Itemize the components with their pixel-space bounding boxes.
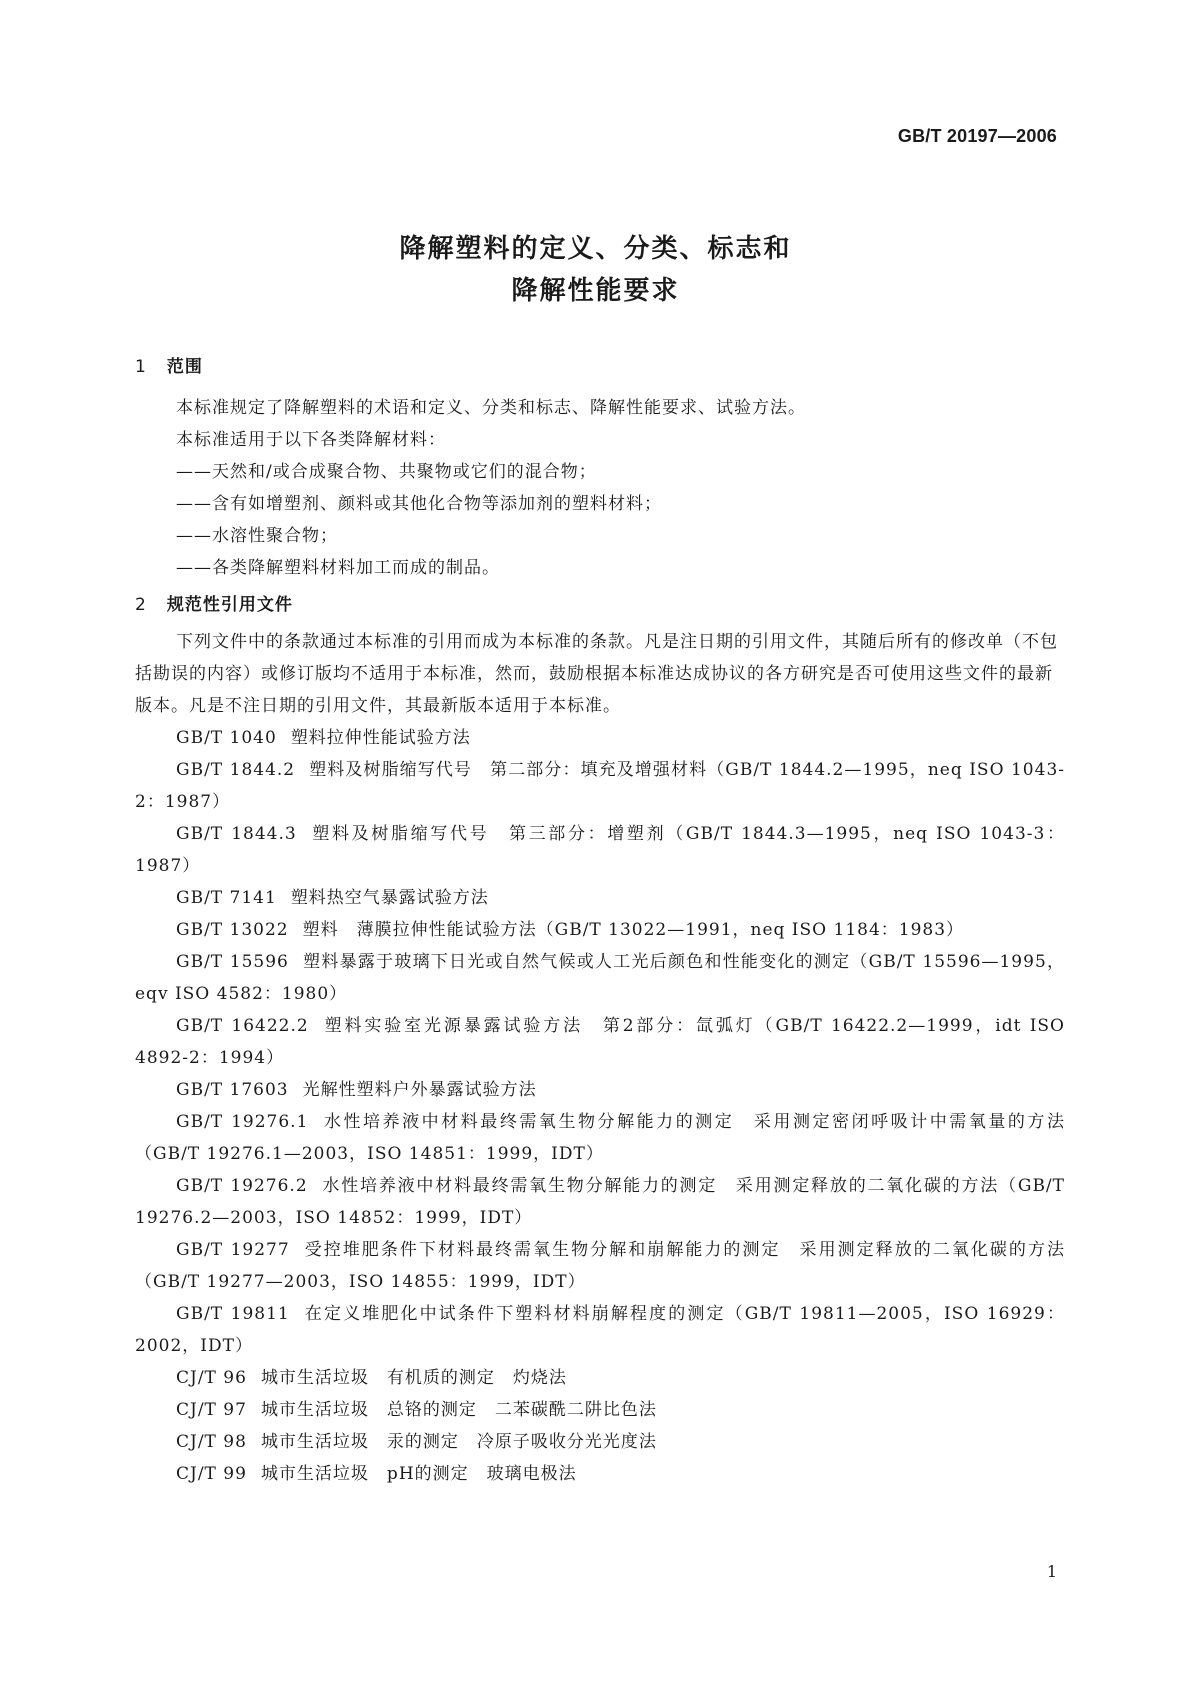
reference-code: CJ/T 98: [176, 1432, 247, 1452]
section-1-heading: [135, 352, 203, 377]
reference-code: GB/T 1844.2: [176, 760, 296, 780]
reference-item: [135, 1458, 1065, 1490]
reference-item: [135, 882, 1065, 914]
reference-item: [135, 818, 1065, 882]
reference-code: GB/T 19276.2: [176, 1176, 308, 1196]
reference-title: 塑料 薄膜拉伸性能试验方法（GB/T 13022—1991，neq ISO 1184：1983）: [302, 920, 965, 940]
reference-title: 在定义堆肥化中试条件下塑料材料崩解程度的测定（GB/T 19811—2005，ISO 16929：2002，IDT）: [135, 1304, 1065, 1356]
title-line-1: 降解塑料的定义、分类、标志和: [399, 234, 792, 264]
section-2-title: 规范性引用文件: [166, 595, 293, 615]
reference-code: GB/T 17603: [176, 1080, 289, 1100]
reference-title: 城市生活垃圾 有机质的测定 灼烧法: [260, 1368, 567, 1388]
reference-title: 塑料及树脂缩写代号 第三部分：增塑剂（GB/T 1844.3—1995，neq ISO 1043-3：1987）: [135, 824, 1065, 876]
reference-item: [135, 1234, 1065, 1298]
section-1-number: 1: [135, 357, 147, 377]
reference-code: GB/T 19277: [176, 1240, 290, 1260]
reference-title: 塑料实验室光源暴露试验方法 第2部分：氙弧灯（GB/T 16422.2—1999，idt ISO 4892-2：1994）: [135, 1016, 1065, 1068]
section-2-heading: [135, 590, 293, 615]
reference-item: [135, 1074, 1065, 1106]
standard-code: GB/T 20197—2006: [897, 126, 1057, 146]
reference-title: 城市生活垃圾 pH的测定 玻璃电极法: [260, 1464, 577, 1484]
reference-title: 水性培养液中材料最终需氧生物分解能力的测定 采用测定释放的二氧化碳的方法（GB/T 19276.2—2003，ISO 14852：1999，IDT）: [135, 1176, 1065, 1228]
reference-item: [135, 914, 1065, 946]
reference-title: 水性培养液中材料最终需氧生物分解能力的测定 采用测定密闭呼吸计中需氧量的方法（GB/T 19276.1—2003，ISO 14851：1999，IDT）: [135, 1112, 1066, 1164]
reference-code: CJ/T 96: [176, 1368, 247, 1388]
section-1-para-1: 本标准规定了降解塑料的术语和定义、分类和标志、降解性能要求、试验方法。: [176, 398, 806, 418]
document-title: [0, 228, 1191, 312]
title-line-2: 降解性能要求: [511, 276, 680, 306]
reference-item: [135, 1170, 1065, 1234]
reference-code: GB/T 16422.2: [176, 1016, 309, 1036]
reference-item: [135, 946, 1065, 1010]
reference-item: [135, 1010, 1065, 1074]
reference-title: 塑料热空气暴露试验方法: [290, 888, 489, 908]
page-number: 1: [1046, 1562, 1057, 1581]
list-item: ——天然和/或合成聚合物、共聚物或它们的混合物；: [176, 462, 597, 482]
reference-code: CJ/T 99: [176, 1464, 247, 1484]
reference-code: GB/T 13022: [176, 920, 289, 940]
reference-title: 城市生活垃圾 汞的测定 冷原子吸收分光光度法: [260, 1432, 657, 1452]
reference-code: GB/T 1040: [176, 728, 277, 748]
reference-title: 光解性塑料户外暴露试验方法: [302, 1080, 537, 1100]
reference-item: [135, 1394, 1065, 1426]
list-item: ——含有如增塑剂、颜料或其他化合物等添加剂的塑料材料；: [176, 494, 662, 514]
list-item: ——各类降解塑料材料加工而成的制品。: [176, 558, 500, 578]
reference-title: 塑料及树脂缩写代号 第二部分：填充及增强材料（GB/T 1844.2—1995，neq ISO 1043-2：1987）: [135, 760, 1066, 812]
reference-item: [135, 1362, 1065, 1394]
section-2-intro: 下列文件中的条款通过本标准的引用而成为本标准的条款。凡是注日期的引用文件，其随后所有的修改单（不包括勘误的内容）或修订版均不适用于本标准，然而，鼓励根据本标准达成协议的各方研究是否可使用这些文件的最新版本。凡是不注日期的引用文件，其最新版本适用于本标准。: [135, 632, 1058, 716]
reference-item: [135, 754, 1065, 818]
reference-code: CJ/T 97: [176, 1400, 247, 1420]
reference-code: GB/T 7141: [176, 888, 277, 908]
section-2-number: 2: [135, 595, 147, 615]
reference-item: [135, 722, 1065, 754]
reference-item: [135, 1298, 1065, 1362]
reference-code: GB/T 19276.1: [176, 1112, 309, 1132]
reference-title: 城市生活垃圾 总铬的测定 二苯碳酰二阱比色法: [260, 1400, 657, 1420]
reference-item: [135, 1106, 1065, 1170]
reference-title: 塑料暴露于玻璃下日光或自然气候或人工光后颜色和性能变化的测定（GB/T 15596—1995，eqv ISO 4582：1980）: [135, 952, 1066, 1004]
reference-title: 受控堆肥条件下材料最终需氧生物分解和崩解能力的测定 采用测定释放的二氧化碳的方法（GB/T 19277—2003，ISO 14855：1999，IDT）: [135, 1240, 1065, 1292]
section-1-title: 范围: [166, 357, 203, 377]
reference-title: 塑料拉伸性能试验方法: [290, 728, 471, 748]
section-1-para-2: 本标准适用于以下各类降解材料：: [176, 430, 446, 450]
reference-code: GB/T 15596: [176, 952, 289, 972]
reference-item: [135, 1426, 1065, 1458]
reference-code: GB/T 1844.3: [176, 824, 297, 844]
reference-code: GB/T 19811: [176, 1304, 290, 1324]
list-item: ——水溶性聚合物；: [176, 526, 338, 546]
